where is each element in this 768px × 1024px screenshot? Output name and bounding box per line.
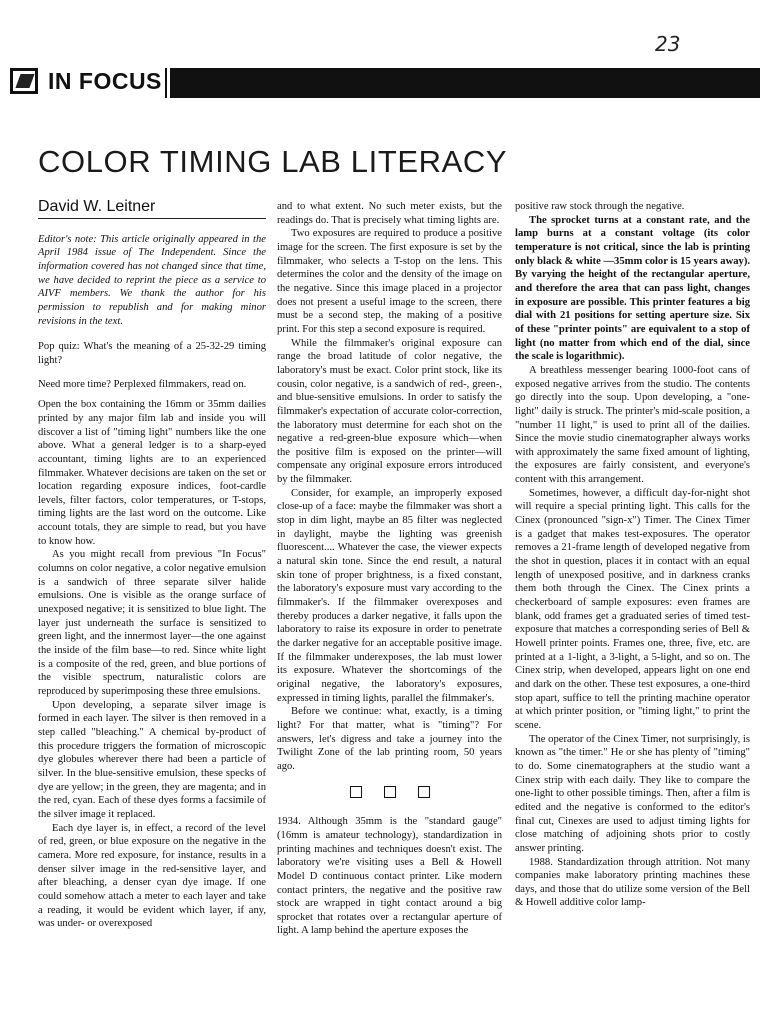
section-label: IN FOCUS — [48, 68, 162, 94]
section-break-boxes — [277, 786, 502, 802]
page-number: 23 — [655, 32, 681, 56]
col3-paragraph-6: 1988. Standardization through attrition. Not many companies make laboratory printing machines these days, and those that do utilize some version of the Bell & Howell additive color lamp- — [515, 856, 750, 909]
column-1 — [38, 200, 266, 931]
col2-paragraph-2: Two exposures are required to produce a positive image for the screen. The first exposure is set by the filmmaker, who selects a T-stop on the lens. This determines the color and the density of the image on the negative. Since this image placed in a projector does not present a useful image to the screen, there must be a second step, the making of a positive print. For this step a second exposure is required. — [277, 228, 502, 335]
col1-paragraph-2: As you might recall from previous "In Focus" columns on color negative, a color negative emulsion is a sandwich of three separate silver halide emulsions. One is visible as the orange surface of unexposed negative; it is sensitized to blue light. The layer just underneath the surface is sensitized to green light, and the innermost layer—the one against the inside of the film base—to red. Since white light is a composite of the red, green, and blue portions of the visible spectrum, naturalistic colors are reproduced by superimposing these three emulsions. — [38, 549, 266, 697]
col1-paragraph-3: Upon developing, a separate silver image is formed in each layer. The silver is then removed in a step called "bleaching." A chemical by-product of this procedure triggers the formation of microscopic dye globules wherever there had been a particle of silver. In the blue-sensitive emulsion, these specks of dye are yellow; in the green, they are magenta; and in the red, cyan. Each of these dyes forms a facsimile of the silver image it replaced. — [38, 699, 266, 820]
section-rule-edge — [165, 68, 167, 98]
col3-paragraph-5: The operator of the Cinex Timer, not surprisingly, is known as "the timer." He or she has plenty of "timing" to do. Some cinematographers at the studio want a Cinex strip with each daily. They like to compare the one-light to other possible timings. Then, after a film is edited and the negative is conformed to the editor's final cut, Cinexes are used to adjust timing lights for close matching of adjoining shots prior to costly answer printing. — [515, 733, 750, 854]
section-rule-bar — [170, 68, 760, 98]
editor-note: Editor's note: This article originally appeared in the April 1984 issue of The Independent. Since the information covered has not changed since that time, we have decided to reprint the piece as a service to AIVF members. We thank the author for his permission to republish and for making minor revisions in the text. — [38, 233, 266, 327]
pop-quiz: Pop quiz: What's the meaning of a 25-32-29 timing light? — [38, 341, 266, 366]
col1-paragraph-4: Each dye layer is, in effect, a record of the level of red, green, or blue exposure on the negative in the camera. More red exposure, for instance, results in a denser silver image in the red-sensitive layer, and after bleaching, a denser cyan dye image. If one could somehow attach a meter to each layer and take a reading, it would be evident which layer, if any, was under- or overexposed — [38, 822, 266, 930]
col3-paragraph-3: A breathless messenger bearing 1000-foot cans of exposed negative arrives from the studio. The contents go directly into the soup. Upon developing, a "one-light" daily is struck. The printer's mid-scale position, a "number 11 light," is used to print all of the dailies. Since the movie studio cinematographer always works with approximately the same fixed amount of lighting, the exposures are fairly consistent, and everyone's content with this arrangement. — [515, 364, 750, 486]
need-more-time: Need more time? Perplexed filmmakers, read on. — [38, 378, 247, 390]
col2-paragraph-1: and to what extent. No such meter exists, but the readings do. That is precisely what timing lights are. — [277, 201, 502, 226]
article-title: COLOR TIMING LAB LITERACY — [38, 143, 508, 179]
in-focus-icon — [10, 68, 38, 94]
column-3 — [515, 200, 750, 910]
col3-paragraph-2: The sprocket turns at a constant rate, and the lamp burns at a constant voltage (its color temperature is not critical, since the lab is printing only black & white —35mm color is 15 years away). By varying the height of the rectangular aperture, and therefore the area that can pass light, changes in exposure are possible. This printer features a big dial with 21 positions for setting aperture size. Six of these "printer points" are equivalent to a stop of light (no matter from which end of the dial, since the scale is logarithmic). — [515, 214, 750, 363]
col3-paragraph-4: Sometimes, however, a difficult day-for-night shot will require a special printing light. This calls for the Cinex (pronounced "sign-x") Timer. The Cinex Timer is a gadget that makes test-exposures. The operator removes a 21-frame length of developed negative from the shot in question, places it in contact with an equal length of unexposed positive, and in darkness cranks them both through the Cinex. The Cinex prints a checkerboard of sample exposures: even frames are blank, odd frames get a graduated series of timed test-exposure that matches a corresponding series of Bell & Howell printer points. Frames one, three, five, etc. are printed at a 1-light, a 3-light, a 5-light, and so on. The Cinex strip, when developed, appears light on one end and dark on the other. These test exposures, a one-third stop apart, suffice to tell the printing machine operator at which printer position, or "timing light," to print the scene. — [515, 487, 750, 731]
byline: David W. Leitner — [38, 200, 266, 219]
col2-paragraph-6: 1934. Although 35mm is the "standard gauge" (16mm is amateur technology), standardization in printing machines and techniques doesn't exist. The laboratory we're visiting uses a Bell & Howell Model D continuous contact printer. Like modern contact printers, the negative and the positive raw stock are wrapped in tight contact around a big sprocket that rotates over a rectangular aperture of light. A lamp behind the aperture exposes the — [277, 816, 502, 937]
col2-paragraph-5: Before we continue: what, exactly, is a timing light? For that matter, what is "timing"? For answers, let's digress and take a journey into the Twilight Zone of the lab printing room, 50 years ago. — [277, 706, 502, 772]
col2-paragraph-3: While the filmmaker's original exposure can range the broad latitude of color negative, the laboratory's must be exact. Color print stock, like its cousin, color negative, is a sandwich of red-, green-, and blue-sensitive emulsions. In order to satisfy the filmmaker's expectation of accurate color-correction, the laboratory must determine for each shot on the negative a red-green-blue exposure which—when the positive film is exposed on the printer—will compensate any original exposure errors introduced by the filmmaker. — [277, 337, 502, 486]
col3-paragraph-1: positive raw stock through the negative. — [515, 201, 685, 212]
column-2 — [277, 200, 502, 938]
col1-paragraph-1: Open the box containing the 16mm or 35mm dailies printed by any major film lab and inside you will discover a list of "timing light" numbers like the one above. What a general ledger is to a sharp-eyed accountant, timing lights are to an experienced filmmaker. Whatever decisions are taken on the set or location regarding exposure indices, foot-cardle levels, filter factors, color temperatures, or T-stops, timing lights are the last word on the outcome. Like account totals, they are simple to read, but you have to know how. — [38, 399, 266, 547]
col2-paragraph-4: Consider, for example, an improperly exposed close-up of a face: maybe the filmmaker was short a stop in dim light, maybe an 85 filter was neglected in daylight, maybe the lighting was greenish fluorescent.... Whatever the case, the viewer expects a natural skin tone. Since the end result, a natural skin tone of proper brightness, is a fixed constant, the laboratory's exposure must vary according to the filmmaker's. If the filmmaker overexposes and thereby produces a darker negative, it falls upon the laboratory to raise its exposure in order to penetrate the darker negative for an acceptable positive image. If the filmmaker underexposes, the lab must lower its exposure. Whatever the shortcomings of the original negative, the laboratory's exposures, expressed in timing lights, parallel the filmmaker's. — [277, 487, 502, 704]
